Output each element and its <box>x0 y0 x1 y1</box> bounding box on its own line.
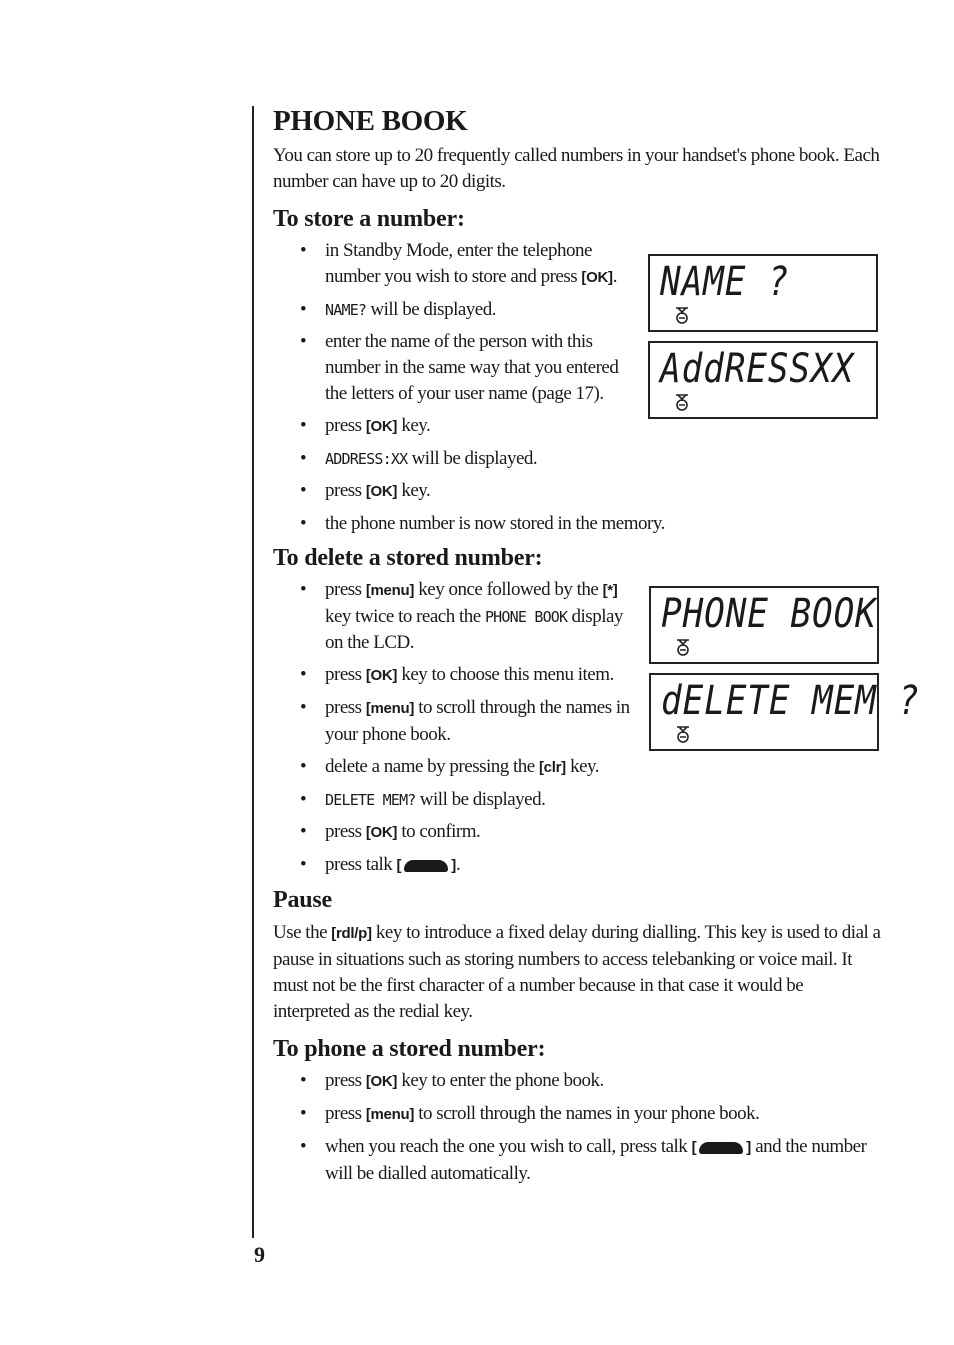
pause-heading: Pause <box>273 887 333 913</box>
menu-key: [menu] <box>365 700 415 717</box>
delete-list <box>273 577 643 879</box>
handset-indicator-icon <box>675 725 691 743</box>
list-item: • press [OK] key. <box>300 415 431 436</box>
lcd-display-text: NAME ? <box>660 259 790 305</box>
list-item: • press [OK] key to choose this menu item. <box>300 664 614 685</box>
menu-key: [menu] <box>365 582 415 599</box>
lcd-deletemem-text: DELETE MEM? <box>325 791 416 809</box>
list-item: • ADDRESS:XX will be displayed. <box>300 448 538 469</box>
list-item: • enter the name of the person with this number in the same way that you entered the letters of your user name (page 17). <box>300 331 619 404</box>
margin-rule <box>252 106 254 1238</box>
handset-indicator-icon <box>675 638 691 656</box>
list-item: • press talk [ ]. <box>300 854 461 875</box>
star-key: [*] <box>602 582 618 599</box>
pause-text: Use the [rdl/p] key to introduce a fixed delay during dialling. This key is used to dial a pause in situations such as storing numbers to access telebanking or voice mail. It must not be the first character of a number because in that case it would be interpreted as the redial key. <box>273 922 881 1022</box>
intro-text: You can store up to 20 frequently called numbers in your handset's phone book. Each number can have up to 20 digits. <box>273 145 880 192</box>
ok-key: [OK] <box>365 483 398 500</box>
lcd-display-name <box>648 254 878 332</box>
lcd-name-text: NAME? <box>325 301 367 319</box>
phone-list <box>273 1068 873 1187</box>
clr-key: [clr] <box>538 759 566 776</box>
list-item: • press [menu] key once followed by the [*] key twice to reach the PHONE BOOK display on the LCD. <box>300 579 623 653</box>
ok-key: [OK] <box>365 1073 398 1090</box>
rdl-key: [rdl/p] <box>331 925 372 942</box>
lcd-display-text: AddRESSXX <box>660 346 855 392</box>
ok-key: [OK] <box>365 667 398 684</box>
lcd-display-text: PHONE BOOK <box>661 591 877 637</box>
list-item: • press [menu] to scroll through the names in your phone book. <box>300 1103 760 1124</box>
list-item: • in Standby Mode, enter the telephone number you wish to store and press [OK]. <box>300 240 617 287</box>
handset-indicator-icon <box>674 306 690 324</box>
lcd-display-text: dELETE MEM ? <box>661 678 920 724</box>
list-item: • press [OK] key. <box>300 480 431 501</box>
store-list <box>273 238 665 537</box>
list-item: • the phone number is now stored in the memory. <box>300 513 665 534</box>
handset-indicator-icon <box>674 393 690 411</box>
list-item: • press [OK] key to enter the phone book. <box>300 1070 604 1091</box>
page-number: 9 <box>254 1242 265 1267</box>
list-item: • when you reach the one you wish to call, press talk [ ] and the number will be dialled automatically. <box>300 1136 867 1184</box>
ok-key: [OK] <box>365 418 398 435</box>
page-title: PHONE BOOK <box>273 105 468 137</box>
menu-key: [menu] <box>365 1106 415 1123</box>
store-heading: To store a number: <box>273 206 465 232</box>
phone-heading: To phone a stored number: <box>273 1036 546 1062</box>
talk-handset-icon <box>699 1142 743 1154</box>
lcd-display-address <box>648 341 878 419</box>
list-item: • DELETE MEM? will be displayed. <box>300 789 546 810</box>
list-item: • delete a name by pressing the [clr] key. <box>300 756 600 777</box>
list-item: • press [menu] to scroll through the names in your phone book. <box>300 697 630 745</box>
list-item: • press [OK] to confirm. <box>300 821 481 842</box>
delete-heading: To delete a stored number: <box>273 545 543 571</box>
lcd-display-phonebook <box>649 586 879 664</box>
ok-key: [OK] <box>581 269 613 286</box>
ok-key: [OK] <box>365 824 398 841</box>
lcd-phonebook-text: PHONE BOOK <box>484 608 568 626</box>
talk-handset-icon <box>404 860 448 872</box>
lcd-address-text: ADDRESS:XX <box>325 450 408 468</box>
lcd-display-deletemem <box>649 673 920 751</box>
list-item: • NAME? will be displayed. <box>300 299 496 320</box>
